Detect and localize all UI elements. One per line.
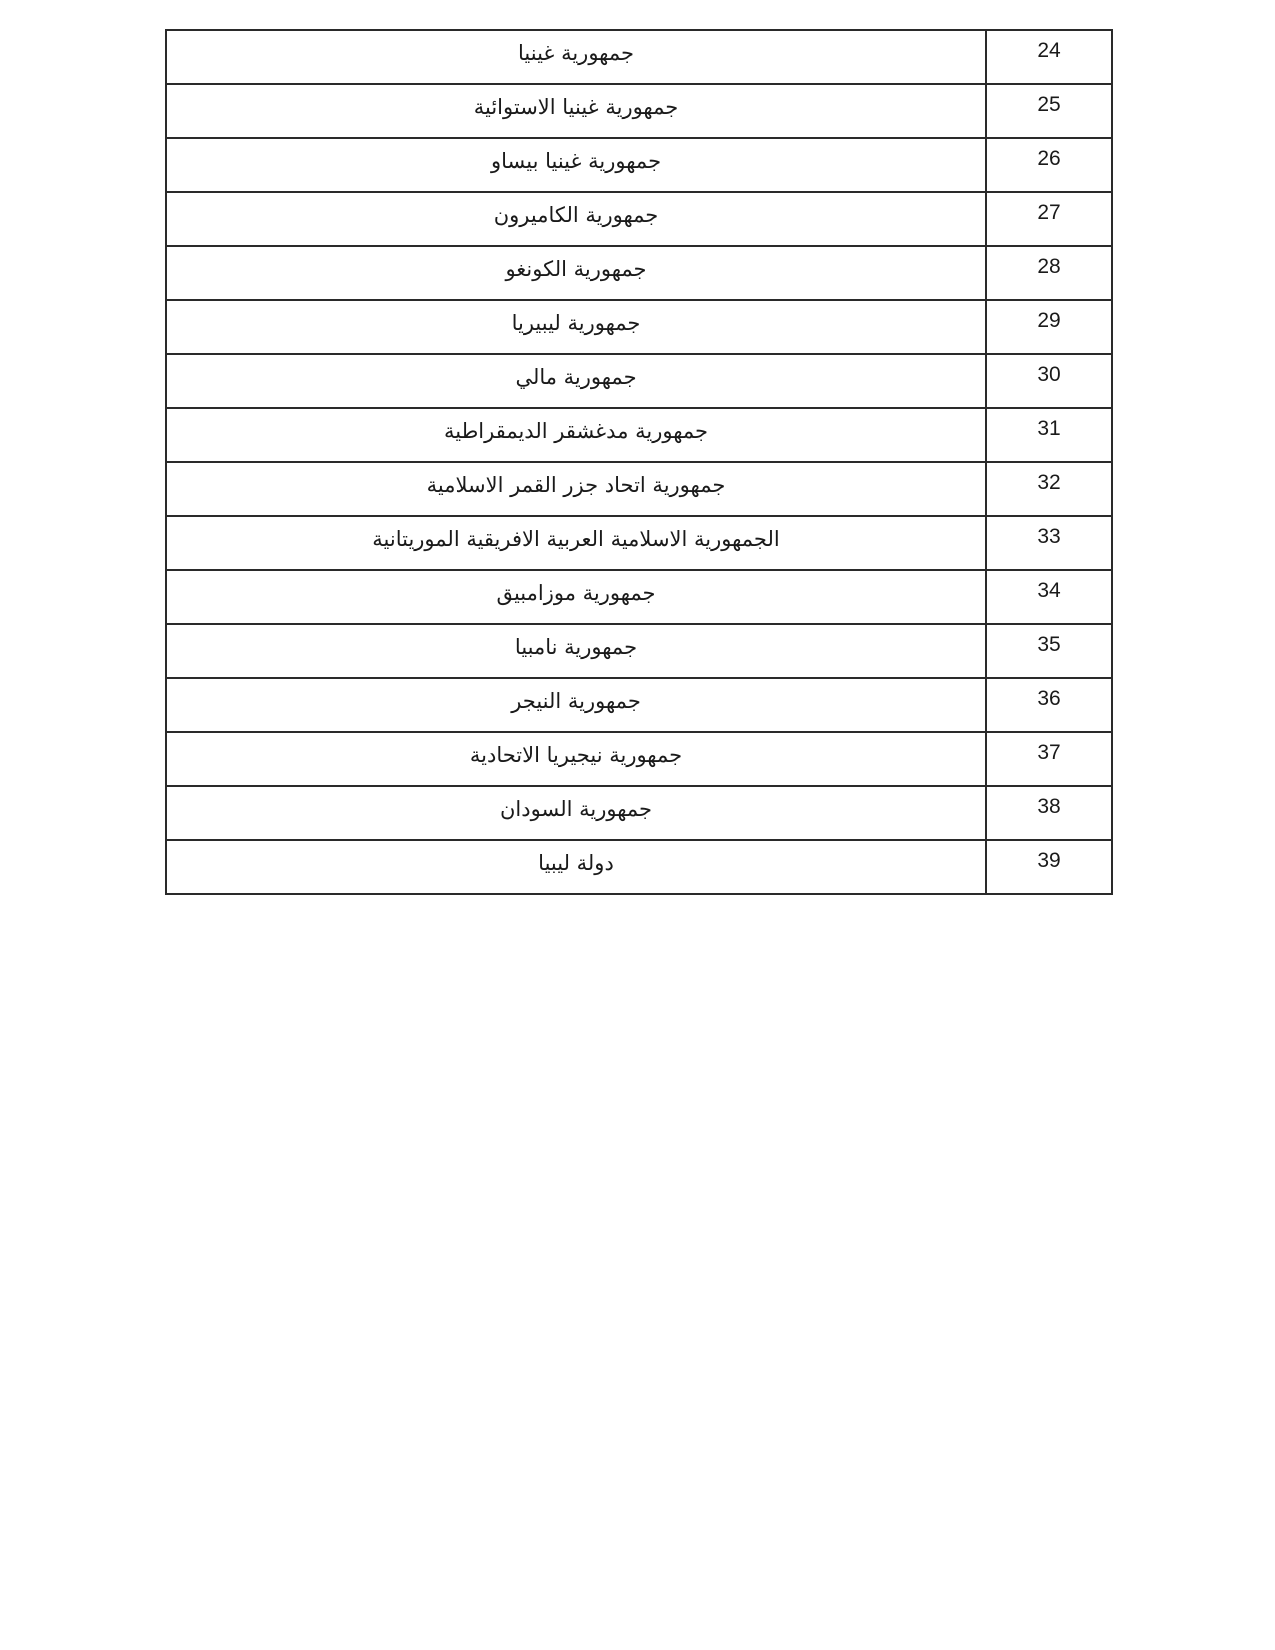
row-number-cell: 30 bbox=[986, 354, 1112, 408]
row-number-cell: 24 bbox=[986, 30, 1112, 84]
table-row bbox=[166, 570, 1112, 624]
table-row bbox=[166, 246, 1112, 300]
table-row bbox=[166, 678, 1112, 732]
row-number-cell: 28 bbox=[986, 246, 1112, 300]
country-name-cell: جمهورية نيجيريا الاتحادية bbox=[166, 732, 986, 786]
country-name-cell: جمهورية نامبيا bbox=[166, 624, 986, 678]
table-row bbox=[166, 462, 1112, 516]
country-name-cell: جمهورية الكونغو bbox=[166, 246, 986, 300]
row-number-cell: 35 bbox=[986, 624, 1112, 678]
country-name-cell: جمهورية غينيا الاستوائية bbox=[166, 84, 986, 138]
row-number-cell: 33 bbox=[986, 516, 1112, 570]
table-row bbox=[166, 732, 1112, 786]
row-number-cell: 27 bbox=[986, 192, 1112, 246]
row-number-cell: 25 bbox=[986, 84, 1112, 138]
country-name-cell: جمهورية الكاميرون bbox=[166, 192, 986, 246]
row-number-cell: 37 bbox=[986, 732, 1112, 786]
country-name-cell: جمهورية مدغشقر الديمقراطية bbox=[166, 408, 986, 462]
table-row bbox=[166, 84, 1112, 138]
row-number-cell: 29 bbox=[986, 300, 1112, 354]
country-name-cell: جمهورية ليبيريا bbox=[166, 300, 986, 354]
countries-table bbox=[165, 29, 1113, 895]
country-name-cell: جمهورية النيجر bbox=[166, 678, 986, 732]
table-row bbox=[166, 30, 1112, 84]
table-row bbox=[166, 624, 1112, 678]
row-number-cell: 32 bbox=[986, 462, 1112, 516]
row-number-cell: 39 bbox=[986, 840, 1112, 894]
table-row bbox=[166, 138, 1112, 192]
table-row bbox=[166, 516, 1112, 570]
table-row bbox=[166, 786, 1112, 840]
country-name-cell: دولة ليبيا bbox=[166, 840, 986, 894]
country-name-cell: جمهورية غينيا بيساو bbox=[166, 138, 986, 192]
country-name-cell: جمهورية موزامبيق bbox=[166, 570, 986, 624]
row-number-cell: 36 bbox=[986, 678, 1112, 732]
country-name-cell: جمهورية السودان bbox=[166, 786, 986, 840]
country-name-cell: جمهورية غينيا bbox=[166, 30, 986, 84]
table-row bbox=[166, 408, 1112, 462]
row-number-cell: 38 bbox=[986, 786, 1112, 840]
country-name-cell: الجمهورية الاسلامية العربية الافريقية الموريتانية bbox=[166, 516, 986, 570]
row-number-cell: 26 bbox=[986, 138, 1112, 192]
table-row bbox=[166, 354, 1112, 408]
row-number-cell: 31 bbox=[986, 408, 1112, 462]
table-row bbox=[166, 192, 1112, 246]
row-number-cell: 34 bbox=[986, 570, 1112, 624]
table-row bbox=[166, 300, 1112, 354]
country-name-cell: جمهورية مالي bbox=[166, 354, 986, 408]
country-name-cell: جمهورية اتحاد جزر القمر الاسلامية bbox=[166, 462, 986, 516]
table-row bbox=[166, 840, 1112, 894]
